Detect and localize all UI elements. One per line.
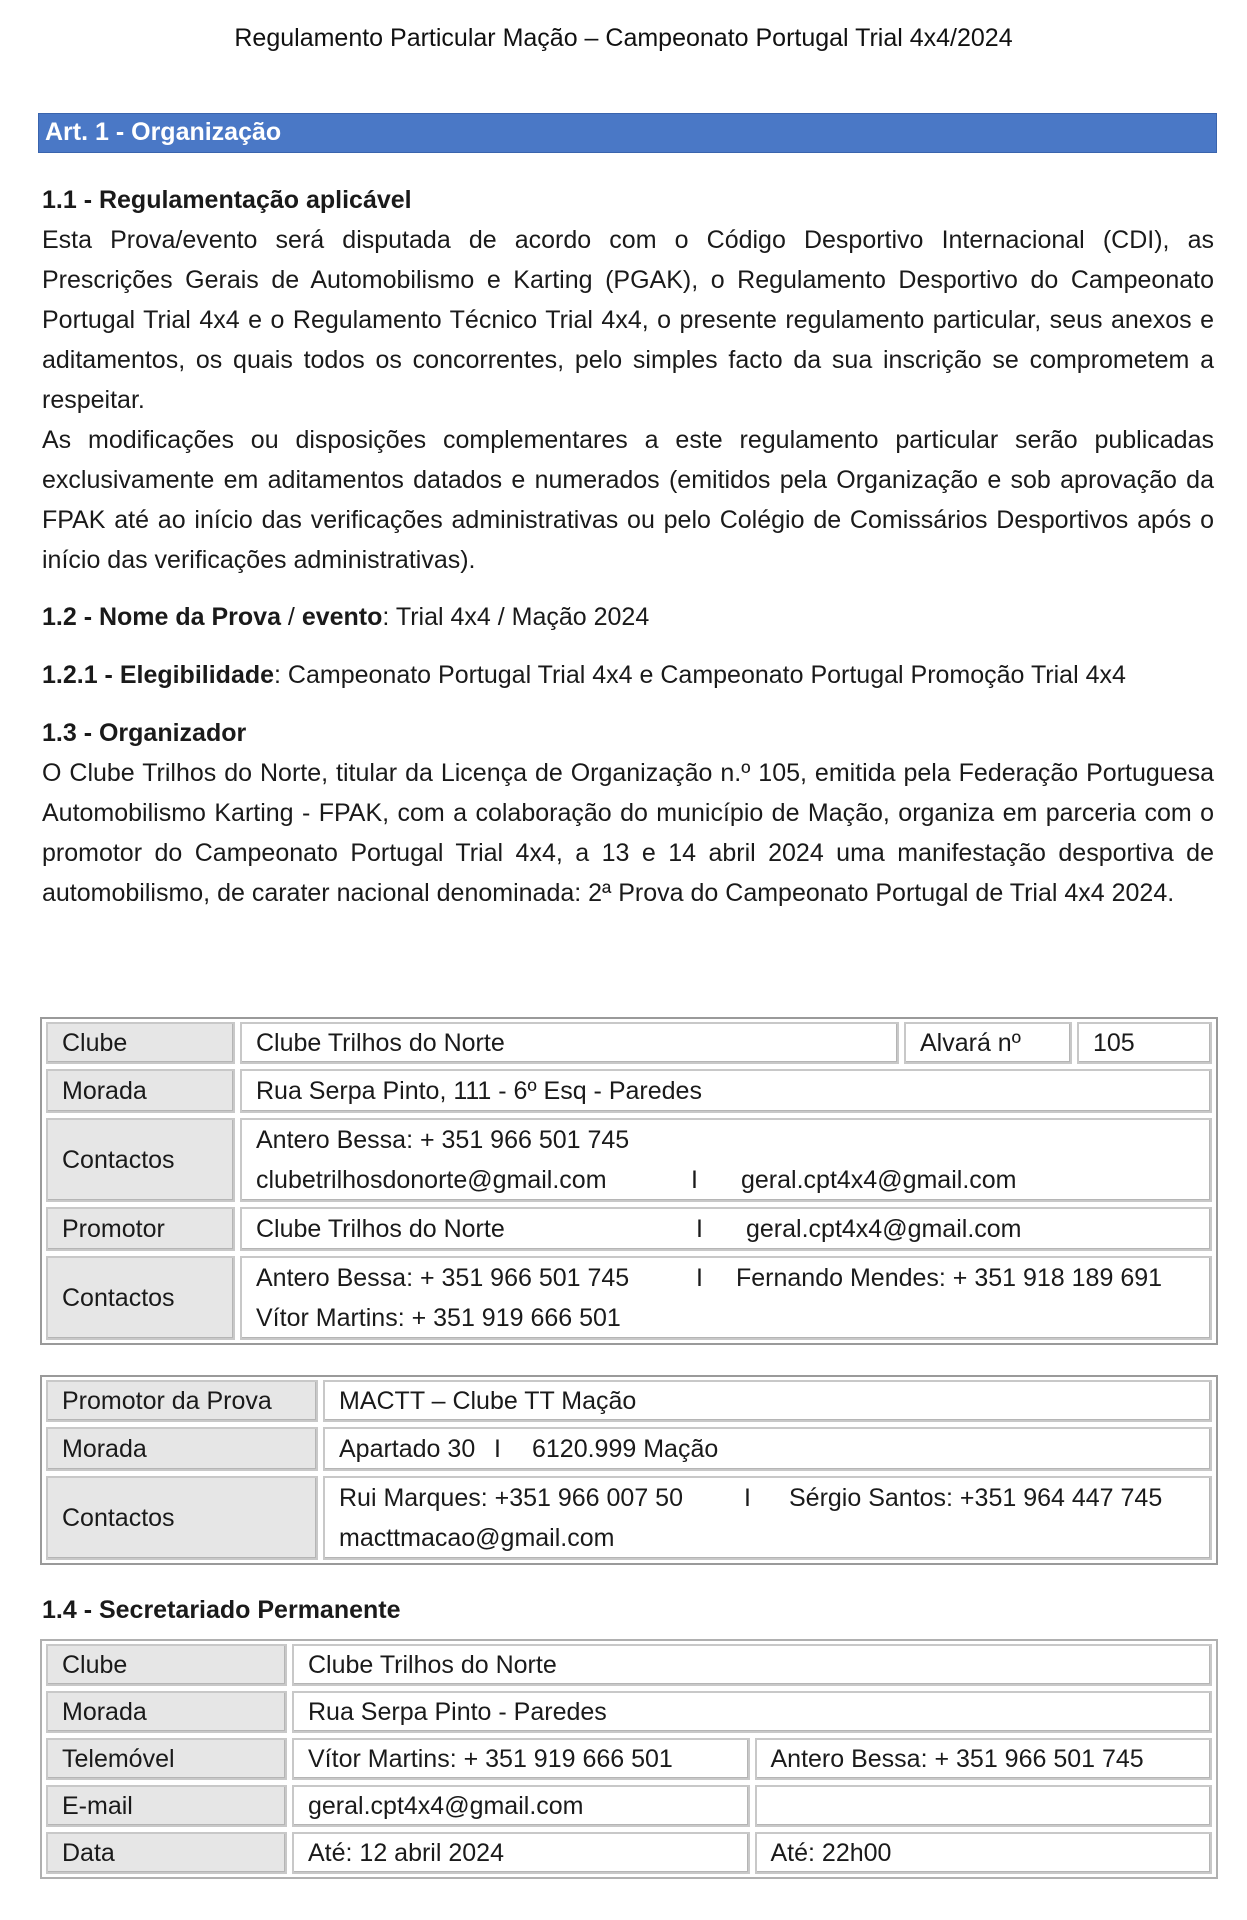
table-row (46, 1118, 1212, 1202)
separator: / (280, 603, 302, 631)
table-label: Clube (46, 1022, 235, 1064)
table-label: Clube (46, 1644, 287, 1686)
table-row (46, 1069, 1212, 1113)
table-row (46, 1207, 1212, 1251)
table-value: Clube Trilhos do Norte (240, 1022, 899, 1064)
separator: I (744, 1484, 751, 1512)
table-value (755, 1785, 1213, 1827)
table-label: E-mail (46, 1785, 287, 1827)
table-value: Antero Bessa: + 351 966 501 745 clubetrilhosdonorte@gmail.com I geral.cpt4x4@gmail.com (240, 1118, 1212, 1202)
table-value: Antero Bessa: + 351 966 501 745 I Fernando Mendes: + 351 918 189 691 Vítor Martins: + 351 919 666 501 (240, 1256, 1212, 1340)
separator: I (494, 1435, 501, 1463)
table-row (46, 1427, 1212, 1471)
table-value: geral.cpt4x4@gmail.com (292, 1785, 750, 1827)
section-label: 1.2 - Nome da Prova (42, 603, 281, 631)
table-row (46, 1691, 1212, 1733)
section-value: : Trial 4x4 / Mação 2024 (382, 603, 650, 631)
table-value: Antero Bessa: + 351 966 501 745 (755, 1738, 1213, 1780)
table-value: Clube Trilhos do Norte I geral.cpt4x4@gmail.com (240, 1207, 1212, 1251)
table-row (46, 1738, 1212, 1780)
table-value: Rua Serpa Pinto, 111 - 6º Esq - Paredes (240, 1069, 1212, 1113)
section-1-4 (42, 1590, 1214, 1630)
section-1-1 (42, 180, 1214, 580)
organizer-table (40, 1017, 1218, 1345)
section-label: 1.2.1 - Elegibilidade (42, 661, 275, 689)
table-value: Clube Trilhos do Norte (292, 1644, 1212, 1686)
section-heading: 1.4 - Secretariado Permanente (42, 1596, 401, 1624)
table-label: Promotor da Prova (46, 1380, 318, 1422)
table-label: Morada (46, 1069, 235, 1113)
table-value: Até: 12 abril 2024 (292, 1832, 750, 1874)
table-label: Data (46, 1832, 287, 1874)
table-label: Promotor (46, 1207, 235, 1251)
section-heading: 1.3 - Organizador (42, 719, 247, 747)
section-1-2 (42, 597, 1214, 637)
separator: I (691, 1166, 698, 1194)
table-row (46, 1022, 1212, 1064)
table-value: 105 (1077, 1022, 1212, 1064)
table-value: Vítor Martins: + 351 919 666 501 (292, 1738, 750, 1780)
table-value: Rua Serpa Pinto - Paredes (292, 1691, 1212, 1733)
article-title: Art. 1 - Organização (38, 113, 1217, 153)
page-header: Regulamento Particular Mação – Campeonato Portugal Trial 4x4/2024 (234, 24, 1013, 52)
table-row (46, 1380, 1212, 1422)
section-label: evento (301, 603, 383, 631)
event-promoter-table (40, 1375, 1218, 1565)
section-value: : Campeonato Portugal Trial 4x4 e Campeonato Portugal Promoção Trial 4x4 (274, 661, 1126, 689)
table-row (46, 1644, 1212, 1686)
secretariat-table (40, 1639, 1218, 1879)
table-row (46, 1785, 1212, 1827)
table-label: Alvará nº (904, 1022, 1072, 1064)
paragraph: Esta Prova/evento será disputada de acordo com o Código Desportivo Internacional (CDI), as Prescrições Gerais de Automobilismo e Karting (PGAK), o Regulamento Desportivo do Campeonato Portugal Trial 4x4 e o Regulamento Técnico Trial 4x4, o presente regulamento particular, seus anexos e aditamentos, os quais todos os concorrentes, pelo simples facto da sua inscrição se comprometem a respeitar. (42, 226, 1214, 414)
table-value: Apartado 30 I 6120.999 Mação (323, 1427, 1212, 1471)
table-value: Até: 22h00 (755, 1832, 1213, 1874)
section-1-3 (42, 713, 1214, 913)
table-label: Contactos (46, 1476, 318, 1560)
table-value: MACTT – Clube TT Mação (323, 1380, 1212, 1422)
separator: I (696, 1264, 703, 1292)
table-row (46, 1476, 1212, 1560)
section-1-2-1 (42, 655, 1214, 695)
paragraph: As modificações ou disposições complementares a este regulamento particular serão publicadas exclusivamente em aditamentos datados e numerados (emitidos pela Organização e sob aprovação da FPAK até ao início das verificações administrativas ou pelo Colégio de Comissários Desportivos após o início das verificações administrativas). (42, 426, 1214, 574)
table-label: Morada (46, 1427, 318, 1471)
table-label: Morada (46, 1691, 287, 1733)
table-row (46, 1832, 1212, 1874)
table-label: Contactos (46, 1118, 235, 1202)
table-row (46, 1256, 1212, 1340)
table-value: Rui Marques: +351 966 007 50 I Sérgio Santos: +351 964 447 745 macttmacao@gmail.com (323, 1476, 1212, 1560)
section-heading: 1.1 - Regulamentação aplicável (42, 186, 412, 214)
table-label: Telemóvel (46, 1738, 287, 1780)
paragraph: O Clube Trilhos do Norte, titular da Licença de Organização n.º 105, emitida pela Federação Portuguesa Automobilismo Karting - FPAK, com a colaboração do município de Mação, organiza em parceria com o promotor do Campeonato Portugal Trial 4x4, a 13 e 14 abril 2024 uma manifestação desportiva de automobilismo, de carater nacional denominada: 2ª Prova do Campeonato Portugal de Trial 4x4 2024. (42, 759, 1214, 907)
table-label: Contactos (46, 1256, 235, 1340)
separator: I (696, 1215, 703, 1243)
